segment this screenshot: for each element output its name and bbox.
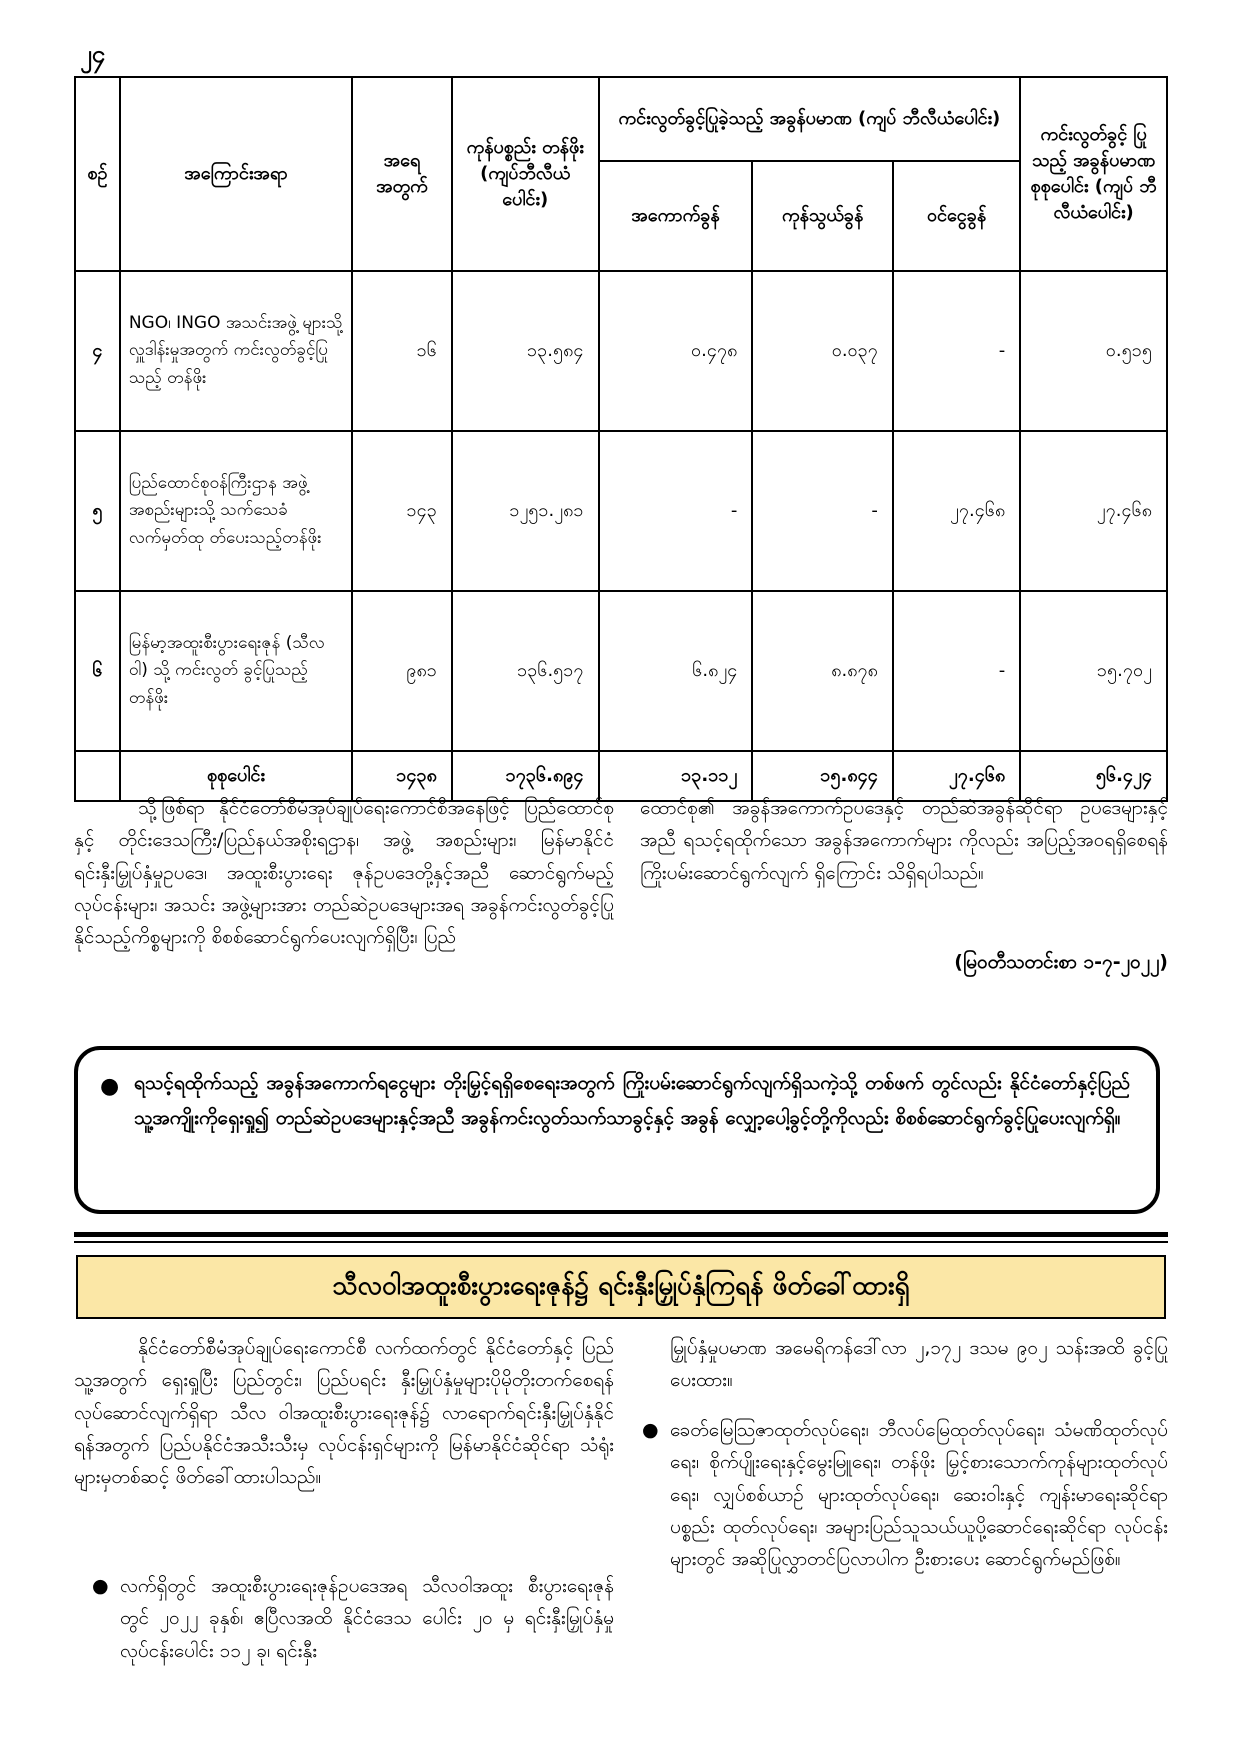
bullet-icon: ● <box>100 1074 120 1099</box>
row-total: ၁၅.၇၀၂ <box>1020 591 1167 751</box>
row-customs-duty: ၆.၈၂၄ <box>599 591 753 751</box>
header-subject: အကြောင်းအရာ <box>120 77 352 271</box>
section-intro-paragraph: နိုင်ငံတော်စီမံအုပ်ချုပ်ရေးကောင်စီ လက်ထက်တွင် နိုင်ငံတော်နှင့် ပြည်သူ့အတွက် ရှေးရှုပြီး ပြည်တွင်း၊ ပြည်ပရင်း နှီးမြှုပ်နှံမှုများပိုမိုတိုးတက်စေရန် လုပ်ဆောင်လျက်ရှိရာ သီလ ဝါအထူးစီးပွားရေးဇုန်၌ လာရောက်ရင်းနှီးမြှုပ်နှံနိုင်ရန်အတွက် ပြည်ပနိုင်ငံအသီးသီးမှ လုပ်ငန်းရှင်များကို မြန်မာနိုင်ငံဆိုင်ရာ သံရုံးများမှတစ်ဆင့် ဖိတ်ခေါ်ထားပါသည်။ <box>74 1337 614 1489</box>
row-subject: ပြည်ထောင်စုဝန်ကြီးဌာန အဖွဲ့ အစည်းများသို့ သက်သေခံလက်မှတ်ထု တ်ပေးသည့်တန်ဖိုး <box>120 431 352 591</box>
section-bullet-1 <box>92 1570 614 1667</box>
header-income-tax: ဝင်ငွေခွန် <box>893 161 1020 271</box>
row-commercial-tax: - <box>752 431 893 591</box>
table-row <box>75 431 1167 591</box>
row-count: ၁၄၃ <box>352 431 452 591</box>
row-customs-duty: - <box>599 431 753 591</box>
row-commercial-tax: ၈.၈၇၈ <box>752 591 893 751</box>
page-number: ၂၄ <box>80 40 106 68</box>
table-row <box>75 271 1167 431</box>
row-count: ၁၆ <box>352 271 452 431</box>
row-goods-value: ၁၂၅၁.၂၈၁ <box>452 431 599 591</box>
highlight-text: ရသင့်ရထိုက်သည့် အခွန်အကောက်ရငွေများ တိုးမြှင့်ရရှိစေရေးအတွက် ကြိုးပမ်းဆောင်ရွက်လျက်ရှိသကဲ့သို့ တစ်ဖက် တွင်လည်း နိုင်ငံတော်နှင့်ပြည်သူ့အကျိုးကိုရှေးရှု၍ တည်ဆဲဥပဒေများနှင့်အညီ အခွန်ကင်းလွတ်သက်သာခွင့်နှင့် အခွန် လျှော့ပေါ့ခွင့်တို့ကိုလည်း စိစစ်ဆောင်ရွက်ခွင့်ပြုပေးလျက်ရှိ။ <box>134 1072 1130 1130</box>
row-customs-duty: ၀.၄၇၈ <box>599 271 753 431</box>
row-income-tax: ၂၇.၄၆၈ <box>893 431 1020 591</box>
section-bullet-2-text: ခေတ်မြေဩဇာထုတ်လုပ်ရေး၊ ဘီလပ်မြေထုတ်လုပ်ရေး၊ သံမဏိထုတ်လုပ်ရေး၊ စိုက်ပျိုးရေးနှင့်မွေးမြူရေး၊ တန်ဖိုး မြှင့်စားသောက်ကုန်များထုတ်လုပ်ရေး၊ လျှပ်စစ်ယာဉ် များထုတ်လုပ်ရေး၊ ဆေးဝါးနှင့် ကျန်းမာရေးဆိုင်ရာပစ္စည်း ထုတ်လုပ်ရေး၊ အများပြည်သူသယ်ယူပို့ဆောင်ရေးဆိုင်ရာ လုပ်ငန်းများတွင် အဆိုပြုလွှာတင်ပြလာပါက ဦးစားပေး ဆောင်ရွက်မည်ဖြစ်။ <box>670 1419 1168 1571</box>
total-total: ၅၆.၄၂၄ <box>1020 751 1167 801</box>
total-goods-value: ၁၇၃၆.၈၉၄ <box>452 751 599 801</box>
table-row <box>75 591 1167 751</box>
row-income-tax: - <box>893 591 1020 751</box>
header-count: အရေ အတွက် <box>352 77 452 271</box>
row-no: ၅ <box>75 431 120 591</box>
article-right-paragraph: ထောင်စု၏ အခွန်အကောက်ဥပဒေနှင့် တည်ဆဲအခွန်ဆိုင်ရာ ဥပဒေများနှင့်အညီ ရသင့်ရထိုက်သော အခွန်အကောက်များ ကိုလည်း အပြည့်အဝရရှိစေရန် ကြိုးပမ်းဆောင်ရွက်လျက် ရှိကြောင်း သိရှိရပါသည်။ <box>640 797 1168 884</box>
header-goods-value: ကုန်ပစ္စည်း တန်ဖိုး (ကျပ်ဘီလီယံ ပေါင်း) <box>452 77 599 271</box>
row-subject: မြန်မာ့အထူးစီးပွားရေးဇုန် (သီလဝါ) သို့ ကင်းလွတ် ခွင့်ပြုသည့် တန်ဖိုး <box>120 591 352 751</box>
row-goods-value: ၁၃.၅၈၄ <box>452 271 599 431</box>
row-goods-value: ၁၃၆.၅၁၇ <box>452 591 599 751</box>
row-count: ၉၈၁ <box>352 591 452 751</box>
section-divider-thin <box>74 1241 1168 1243</box>
row-subject: NGO၊ INGO အသင်းအဖွဲ့ များသို့ လှူဒါန်းမှုအတွက် ကင်းလွတ်ခွင့်ပြုသည့် တန်ဖိုး <box>120 271 352 431</box>
row-no: ၆ <box>75 591 120 751</box>
section-bullet-1-text: လက်ရှိတွင် အထူးစီးပွားရေးဇုန်ဥပဒေအရ သီလဝါအထူး စီးပွားရေးဇုန်တွင် ၂၀၂၂ ခုနှစ်၊ ဧပြီလအထိ နိုင်ငံဒေသ ပေါင်း ၂၀ မှ ရင်းနှီးမြှုပ်နှံမှုလုပ်ငန်းပေါင်း ၁၁၂ ခု၊ ရင်းနှီး <box>120 1575 614 1662</box>
total-count: ၁၄၃၈ <box>352 751 452 801</box>
header-commercial-tax: ကုန်သွယ်ခွန် <box>752 161 893 271</box>
article-source: (မြဝတီသတင်းစာ ၁-၇-၂၀၂၂) <box>954 951 1168 973</box>
total-commercial-tax: ၁၅.၈၄၄ <box>752 751 893 801</box>
tax-exemption-table <box>74 76 1168 802</box>
section-title: သီလဝါအထူးစီးပွားရေးဇုန်၌ ရင်းနှီးမြှုပ်နှံကြရန် ဖိတ်ခေါ်ထားရှိ <box>76 1255 1166 1319</box>
row-income-tax: - <box>893 271 1020 431</box>
bullet-icon: ● <box>92 1575 109 1597</box>
article-left-paragraph: သို့ဖြစ်ရာ နိုင်ငံတော်စီမံအုပ်ချုပ်ရေးကောင်စီအနေဖြင့် ပြည်ထောင်စုနှင့် တိုင်းဒေသကြီး/ပြည်နယ်အစိုးရဌာန၊ အဖွဲ့ အစည်းများ၊ မြန်မာနိုင်ငံရင်းနှီးမြှုပ်နှံမှုဥပဒေ၊ အထူးစီးပွားရေး ဇုန်ဥပဒေတို့နှင့်အညီ ဆောင်ရွက်မည့်လုပ်ငန်းများ၊ အသင်း အဖွဲ့များအား တည်ဆဲဥပဒေများအရ အခွန်ကင်းလွတ်ခွင့်ပြု နိုင်သည့်ကိစ္စများကို စိစစ်ဆောင်ရွက်ပေးလျက်ရှိပြီး၊ ပြည် <box>74 797 614 949</box>
total-label: စုစုပေါင်း <box>120 751 352 801</box>
header-total-exempted: ကင်းလွတ်ခွင့် ပြုသည့် အခွန်ပမာဏ စုစုပေါင်း (ကျပ် ဘီလီယံပေါင်း) <box>1020 77 1167 271</box>
header-exempted-group: ကင်းလွတ်ခွင့်ပြုခဲ့သည့် အခွန်ပမာဏ (ကျပ် ဘီလီယံပေါင်း) <box>599 77 1021 161</box>
total-income-tax: ၂၇.၄၆၈ <box>893 751 1020 801</box>
section-divider-thick <box>74 1232 1168 1237</box>
section-right-paragraph: မြှုပ်နှံမှုပမာဏ အမေရိကန်ဒေါ်လာ ၂,၁၇၂ ဒသမ ၉၀၂ သန်းအထိ ခွင့်ပြုပေးထား။ <box>670 1337 1168 1392</box>
highlight-box <box>74 1046 1160 1214</box>
header-customs-duty: အကောက်ခွန် <box>599 161 753 271</box>
header-no: စဉ် <box>75 77 120 271</box>
bullet-icon: ● <box>642 1419 659 1441</box>
row-total: ၀.၅၁၅ <box>1020 271 1167 431</box>
row-no: ၄ <box>75 271 120 431</box>
row-total: ၂၇.၄၆၈ <box>1020 431 1167 591</box>
total-customs-duty: ၁၃.၁၁၂ <box>599 751 753 801</box>
row-commercial-tax: ၀.၀၃၇ <box>752 271 893 431</box>
section-bullet-2 <box>642 1414 1168 1575</box>
